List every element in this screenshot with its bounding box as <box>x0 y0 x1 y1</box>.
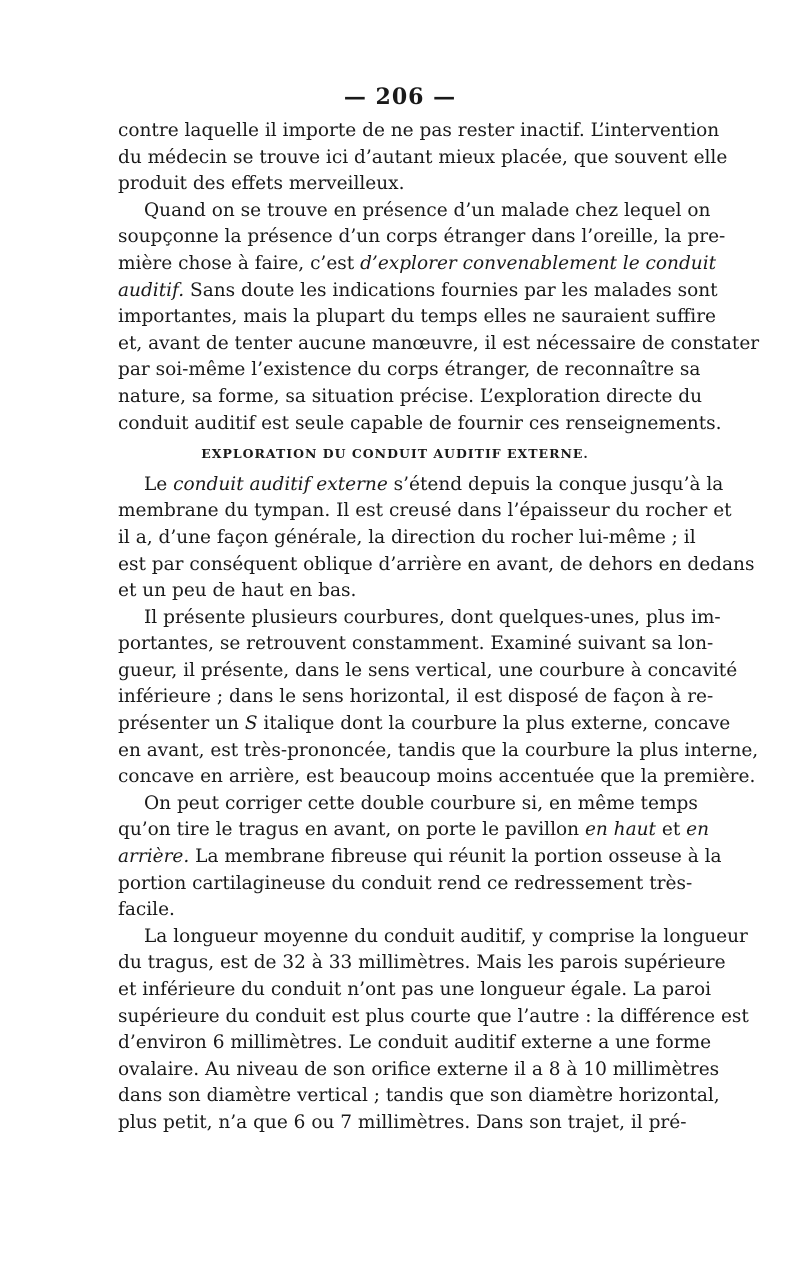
text-line: ovalaire. Au niveau de son orifice externe il a 8 à 10 millimètres <box>118 1058 720 1080</box>
text-line: importantes, mais la plupart du temps elles ne sauraient suffire <box>118 306 716 328</box>
text-line: est par conséquent oblique d’arrière en avant, de dehors en dedans <box>118 553 755 575</box>
text-line <box>118 711 731 738</box>
body-text <box>118 118 760 1137</box>
text-run: s’étend depuis la conque jusqu’à la <box>393 473 724 495</box>
text-run: Le <box>144 473 168 495</box>
italic-run: en haut <box>584 819 656 841</box>
text-line: La longueur moyenne du conduit auditif, y comprise la longueur <box>144 925 748 947</box>
text-line: du tragus, est de 32 à 33 millimètres. Mais les parois supérieure <box>118 952 726 974</box>
text-run: qu’on tire le tragus en avant, on porte le pavillon <box>118 819 580 841</box>
text-line: en avant, est très-prononcée, tandis que la courbure la plus interne, <box>118 739 759 761</box>
italic-run: auditif. <box>118 279 185 301</box>
text-line: et, avant de tenter aucune manœuvre, il est nécessaire de constater <box>118 332 760 354</box>
text-line: conduit auditif est seule capable de fournir ces renseignements. <box>118 412 722 434</box>
text-line: il a, d’une façon générale, la direction du rocher lui-même ; il <box>118 526 696 548</box>
text-line: plus petit, n’a que 6 ou 7 millimètres. Dans son trajet, il pré- <box>118 1111 687 1133</box>
text-line: gueur, il présente, dans le sens vertical, une courbure à concavité <box>118 659 738 681</box>
text-line <box>118 844 722 871</box>
text-line: membrane du tympan. Il est creusé dans l’épaisseur du rocher et <box>118 500 732 522</box>
text-run: et <box>661 819 681 841</box>
italic-run: arrière. <box>118 846 190 868</box>
page-number: — 206 — <box>343 84 457 110</box>
text-run: La membrane fibreuse qui réunit la portion osseuse à la <box>195 846 722 868</box>
text-run: mière chose à faire, c’est <box>118 252 355 274</box>
text-line: et inférieure du conduit n’ont pas une longueur égale. La paroi <box>118 979 712 1000</box>
text-line: d’environ 6 millimètres. Le conduit auditif externe a une forme <box>118 1032 712 1054</box>
text-run: Sans doute les indications fournies par les malades sont <box>190 279 718 301</box>
text-line <box>118 278 718 305</box>
section-heading: EXPLORATION DU CONDUIT AUDITIF EXTERNE. <box>201 446 589 462</box>
text-line: nature, sa forme, sa situation précise. L’exploration directe du <box>118 385 703 407</box>
text-run: présenter un <box>118 713 239 735</box>
text-line <box>118 472 724 499</box>
text-line: du médecin se trouve ici d’autant mieux placée, que souvent elle <box>118 146 728 168</box>
text-line: On peut corriger cette double courbure si, en même temps <box>144 792 698 814</box>
italic-run: en <box>686 819 710 841</box>
italic-run: S <box>244 713 258 735</box>
text-line <box>118 817 710 844</box>
text-line: Il présente plusieurs courbures, dont quelques-unes, plus im- <box>144 606 721 628</box>
text-line: supérieure du conduit est plus courte que l’autre : la différence est <box>118 1005 749 1027</box>
text-line: soupçonne la présence d’un corps étranger dans l’oreille, la pre- <box>118 226 726 248</box>
text-line: portantes, se retrouvent constamment. Examiné suivant sa lon- <box>118 633 714 655</box>
text-line: contre laquelle il importe de ne pas rester inactif. L’intervention <box>118 120 720 141</box>
text-line: dans son diamètre vertical ; tandis que son diamètre horizontal, <box>118 1085 720 1107</box>
text-line: inférieure ; dans le sens horizontal, il est disposé de façon à re- <box>118 686 714 708</box>
text-line: par soi-même l’existence du corps étranger, de reconnaître sa <box>118 359 701 381</box>
text-run: italique dont la courbure la plus externe, concave <box>263 713 731 735</box>
text-line <box>118 251 717 278</box>
text-line: facile. <box>118 899 175 921</box>
text-line: et un peu de haut en bas. <box>118 580 357 602</box>
italic-run: d’explorer convenablement le conduit <box>360 252 717 274</box>
text-line: produit des effets merveilleux. <box>118 173 405 195</box>
text-line: concave en arrière, est beaucoup moins accentuée que la première. <box>118 766 756 788</box>
italic-run: conduit auditif externe <box>173 473 388 495</box>
text-line: portion cartilagineuse du conduit rend ce redressement très- <box>118 872 693 894</box>
text-line: Quand on se trouve en présence d’un malade chez lequel on <box>144 199 711 221</box>
